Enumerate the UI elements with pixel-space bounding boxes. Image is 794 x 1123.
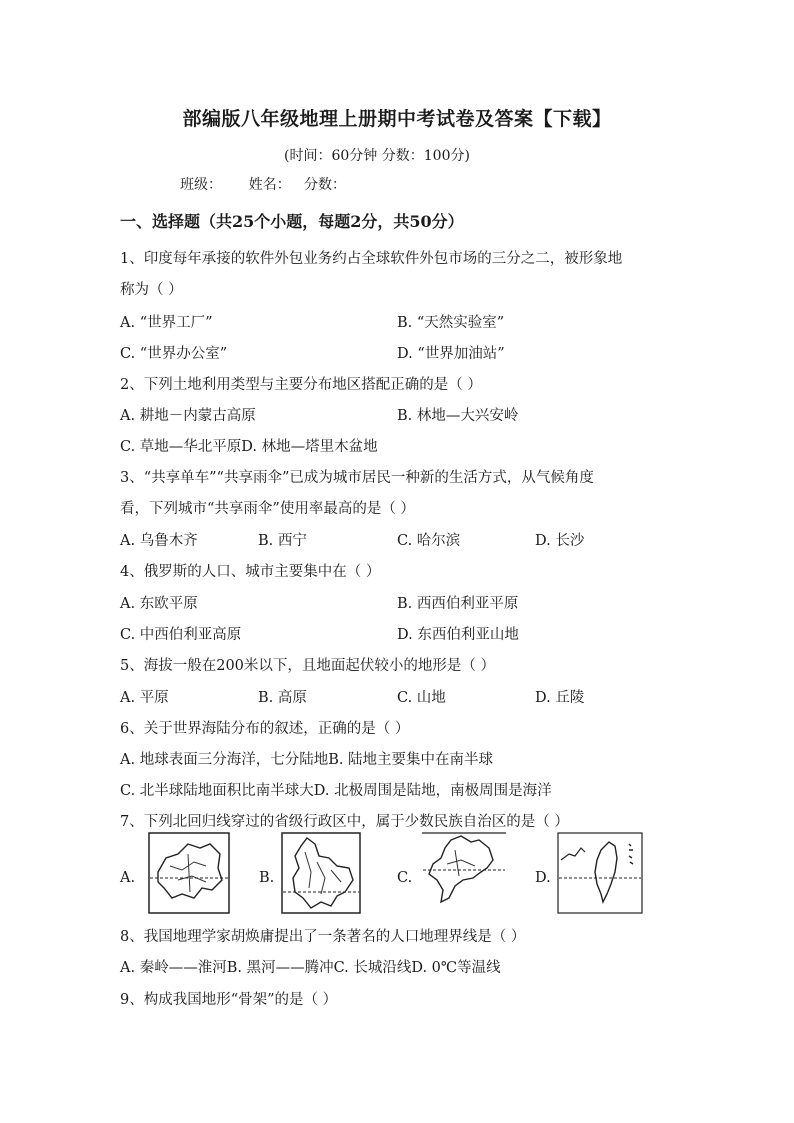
question-7-option-a xyxy=(120,832,240,917)
option-label: C. xyxy=(397,870,413,886)
question-8-options: A. 秦岭——淮河B. 黑河——腾冲C. 长城沿线D. 0℃等温线 xyxy=(120,960,501,976)
question-6-option-cd: C. 北半球陆地面积比南半球大D. 北极周围是陆地，南极周围是海洋 xyxy=(120,783,552,799)
question-3-option-c: C. 哈尔滨 xyxy=(397,533,461,549)
question-4-text: 4、俄罗斯的人口、城市主要集中在（ ） xyxy=(120,564,381,580)
student-info-line: 班级： 姓名： 分数： xyxy=(180,177,347,193)
question-4-option-c: C. 中西伯利亚高原 xyxy=(120,627,242,643)
question-7-text: 7、下列北回归线穿过的省级行政区中，属于少数民族自治区的是（ ） xyxy=(120,814,569,830)
question-3-text: 3、“共享单车”“共享雨伞”已成为城市居民一种新的生活方式，从气候角度 xyxy=(120,470,594,486)
question-3-option-d: D. 长沙 xyxy=(535,533,585,549)
question-2-option-a: A. 耕地－内蒙古高原 xyxy=(120,408,256,424)
question-1-option-b: B. “天然实验室” xyxy=(397,315,505,331)
question-1-text: 1、印度每年承接的软件外包业务约占全球软件外包市场的三分之二，被形象地 xyxy=(120,251,623,267)
option-label: D. xyxy=(535,870,551,886)
question-6-option-ab: A. 地球表面三分海洋，七分陆地B. 陆地主要集中在南半球 xyxy=(120,752,494,768)
question-1-text-cont: 称为（ ） xyxy=(120,282,183,298)
option-label: A. xyxy=(120,870,136,886)
question-1-option-d: D. “世界加油站” xyxy=(397,346,505,362)
question-2-option-b: B. 林地—大兴安岭 xyxy=(397,408,519,424)
question-5-option-b: B. 高原 xyxy=(258,690,307,706)
question-5-option-a: A. 平原 xyxy=(120,690,169,706)
question-5-option-d: D. 丘陵 xyxy=(535,690,585,706)
section-heading: 一、选择题（共25个小题，每题2分，共50分） xyxy=(120,212,464,231)
question-4-option-a: A. 东欧平原 xyxy=(120,596,198,612)
question-9-text: 9、构成我国地形“骨架”的是（ ） xyxy=(120,992,338,1008)
question-3-option-b: B. 西宁 xyxy=(258,533,307,549)
question-4-option-d: D. 东西伯利亚山地 xyxy=(397,627,519,643)
taiwan-map-icon xyxy=(557,832,643,914)
question-5-option-c: C. 山地 xyxy=(397,690,446,706)
question-2-option-cd: C. 草地—华北平原D. 林地—塔里木盆地 xyxy=(120,439,378,455)
question-5-text: 5、海拔一般在200米以下，且地面起伏较小的地形是（ ） xyxy=(120,658,496,674)
question-7-option-d xyxy=(535,832,675,917)
question-2-text: 2、下列土地利用类型与主要分布地区搭配正确的是（ ） xyxy=(120,377,482,393)
exam-time-score: (时间：60分钟 分数：100分) xyxy=(284,148,470,164)
question-7-map-options xyxy=(120,832,680,917)
option-label: B. xyxy=(259,870,275,886)
question-1-option-a: A. “世界工厂” xyxy=(120,315,213,331)
yunnan-map-icon xyxy=(281,832,361,914)
question-4-option-b: B. 西西伯利亚平原 xyxy=(397,596,519,612)
question-3-text-cont: 看，下列城市“共享雨伞”使用率最高的是（ ） xyxy=(120,501,415,517)
question-6-text: 6、关于世界海陆分布的叙述，正确的是（ ） xyxy=(120,721,410,737)
question-8-text: 8、我国地理学家胡焕庸提出了一条著名的人口地理界线是（ ） xyxy=(120,929,526,945)
guangxi-map-icon xyxy=(148,832,230,914)
question-7-option-c xyxy=(397,832,517,917)
question-7-option-b xyxy=(259,832,379,917)
guangdong-map-icon xyxy=(421,832,507,914)
question-3-option-a: A. 乌鲁木齐 xyxy=(120,533,198,549)
question-1-option-c: C. “世界办公室” xyxy=(120,346,228,362)
page-title: 部编版八年级地理上册期中考试卷及答案【下载】 xyxy=(182,108,612,130)
